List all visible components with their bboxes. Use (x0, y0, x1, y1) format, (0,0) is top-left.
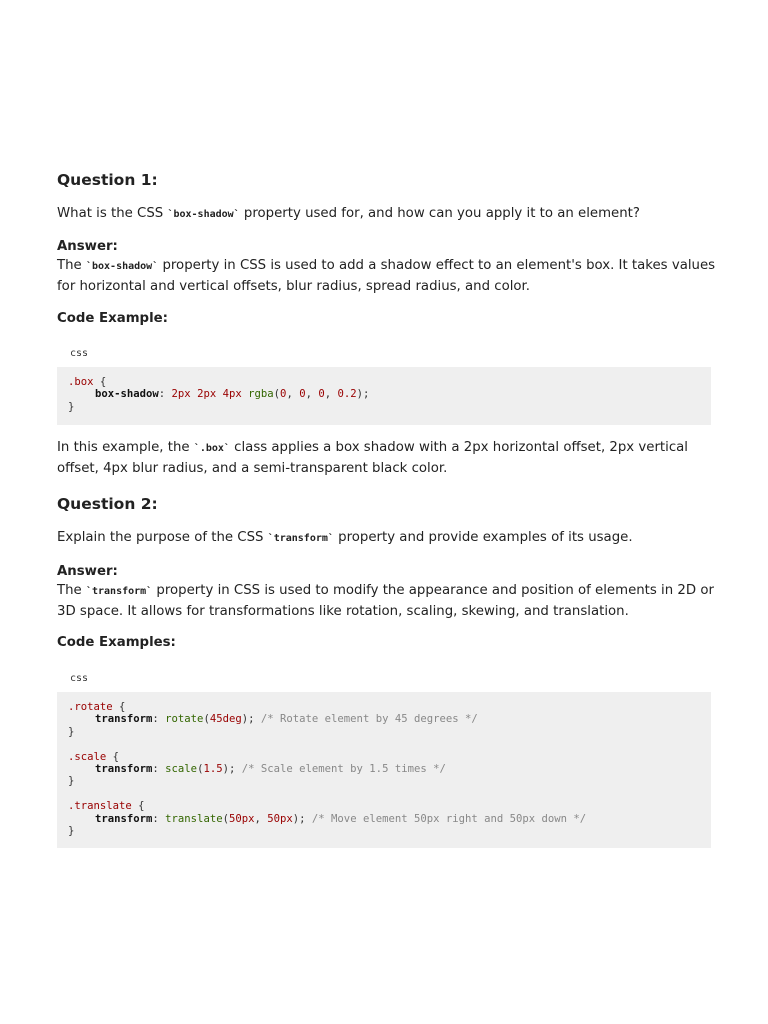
box-shadow-inline-code: `box-shadow` (167, 209, 240, 220)
code-value: 2px (171, 388, 191, 401)
code-property: transform (95, 762, 153, 775)
code-brace: { (112, 701, 126, 713)
question-1-text-start: What is the CSS (57, 206, 168, 221)
answer-1-text-line2: for horizontal and vertical offsets, blur radius, spread radius, and color. (57, 279, 531, 294)
answer-2-text-line2: 3D space. It allows for transformations like rotation, scaling, skewing, and translation. (57, 604, 629, 619)
question-2-text-end: property and provide examples of its usage. (333, 530, 633, 545)
code-selector: .scale (68, 750, 107, 763)
code-function: rotate (165, 713, 204, 726)
code-function: rgba (248, 388, 274, 401)
code-line (68, 726, 700, 738)
code-value: 1.5 (203, 762, 223, 775)
code-language-label: css (70, 348, 89, 359)
answer-2-text (57, 581, 717, 622)
code-property: transform (95, 713, 153, 726)
code-end: ); (292, 812, 306, 825)
code-brace: { (131, 800, 145, 813)
code-line (68, 800, 700, 812)
explanation-1-start: In this example, the (57, 440, 194, 455)
code-blank-line (68, 738, 700, 750)
code-line (68, 401, 700, 413)
code-brace: { (93, 376, 107, 388)
code-blank-line (68, 788, 700, 800)
code-paren: ( (273, 388, 281, 401)
code-property: box-shadow (95, 388, 159, 401)
code-value: 4px (222, 388, 242, 401)
code-language-label: css (70, 673, 89, 684)
code-brace: } (68, 824, 75, 837)
question-1-text-end: property used for, and how can you apply it to an element? (239, 206, 640, 221)
code-brace: } (68, 725, 75, 738)
code-function: scale (165, 762, 198, 775)
code-line (68, 701, 700, 713)
code-function: translate (165, 812, 223, 825)
code-brace: } (68, 400, 75, 413)
code-block-2[interactable] (57, 692, 711, 848)
explanation-1-text (57, 438, 717, 479)
code-value: 50px (228, 812, 255, 825)
code-value: 0 (299, 388, 306, 401)
transform-inline-code: `transform` (267, 533, 334, 544)
code-end: ); (356, 388, 370, 401)
code-property: transform (95, 812, 153, 825)
code-comment: /* Move element 50px right and 50px down */ (311, 812, 587, 825)
code-paren: ( (203, 713, 210, 726)
question-2-text (57, 528, 633, 549)
code-value: 2px (197, 388, 217, 401)
code-line (68, 763, 700, 775)
code-comment: /* Scale element by 1.5 times */ (241, 762, 446, 775)
code-block-1[interactable] (57, 367, 711, 425)
code-line (68, 825, 700, 837)
answer-2-label: Answer: (57, 564, 118, 579)
code-value: 0 (318, 388, 325, 401)
code-colon: : (152, 762, 166, 775)
answer-2-text-start: The (57, 583, 86, 598)
answer-1-text-start: The (57, 258, 86, 273)
answer-1-text (57, 256, 717, 297)
code-line (68, 713, 700, 725)
code-selector: .translate (68, 800, 132, 813)
code-value: 0 (280, 388, 287, 401)
box-shadow-inline-code: `box-shadow` (85, 261, 159, 272)
code-selector: .rotate (68, 701, 113, 713)
code-selector: .box (68, 376, 94, 388)
code-line (68, 376, 700, 388)
code-examples-2-label: Code Examples: (57, 635, 176, 650)
question-2-heading: Question 2: (57, 495, 158, 513)
code-end: ); (222, 762, 236, 775)
code-comment: /* Rotate element by 45 degrees */ (260, 713, 478, 726)
code-paren: ( (197, 762, 204, 775)
code-brace: { (106, 750, 120, 763)
transform-inline-code: `transform` (85, 586, 153, 597)
question-1-heading: Question 1: (57, 171, 158, 189)
explanation-1-line2: offset, 4px blur radius, and a semi-transparent black color. (57, 461, 448, 476)
code-line (68, 775, 700, 787)
answer-1-text-line1: property in CSS is used to add a shadow effect to an element's box. It takes values (158, 258, 716, 273)
code-line (68, 813, 700, 825)
answer-1-label: Answer: (57, 239, 118, 254)
box-class-inline-code: `.box` (193, 443, 230, 454)
code-colon: : (152, 713, 166, 726)
code-value: 0.2 (337, 388, 357, 401)
code-value: 45deg (209, 713, 242, 726)
question-2-text-start: Explain the purpose of the CSS (57, 530, 268, 545)
code-example-1-label: Code Example: (57, 311, 168, 326)
code-colon: : (152, 812, 166, 825)
question-1-text (57, 204, 640, 225)
answer-2-text-line1: property in CSS is used to modify the appearance and position of elements in 2D or (152, 583, 714, 598)
code-brace: } (68, 775, 75, 788)
code-paren: ( (222, 812, 229, 825)
code-comma: , (254, 812, 268, 825)
code-colon: : (158, 388, 172, 401)
explanation-1-line1: class applies a box shadow with a 2px horizontal offset, 2px vertical (229, 440, 688, 455)
code-line (68, 751, 700, 763)
code-value: 50px (267, 812, 293, 825)
code-line: box-shadow: 2px 2px 4px rgba(0, 0, 0, 0.2); (95, 388, 370, 401)
code-end: ); (241, 713, 255, 726)
